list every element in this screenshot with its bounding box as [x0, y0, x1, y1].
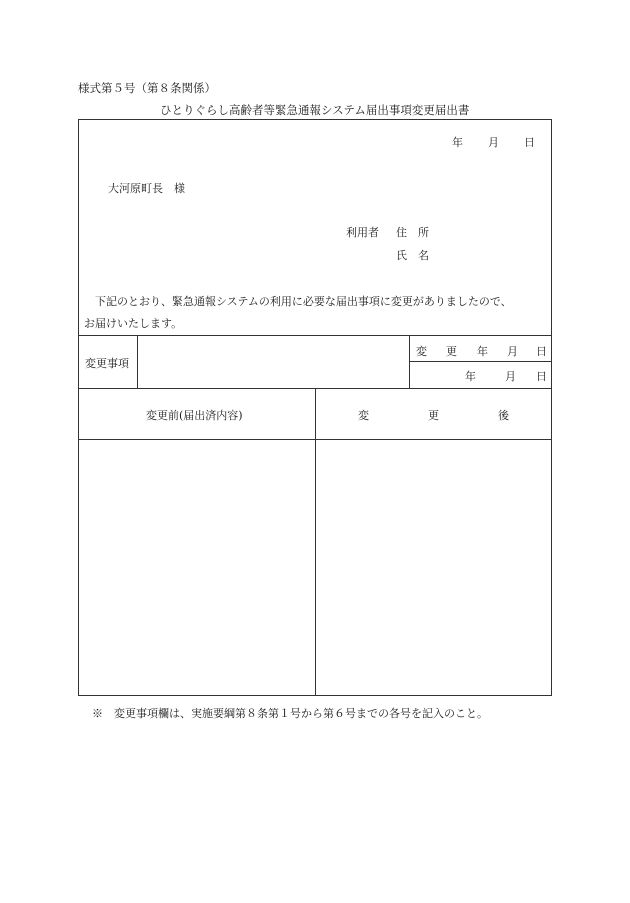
applicant-name-label: 氏 名 [396, 249, 429, 262]
before-content-area[interactable] [79, 440, 314, 695]
date-month-label: 月 [488, 136, 499, 149]
change-date-label-c5: 日 [536, 345, 547, 358]
column-after-header-c2: 更 [428, 409, 439, 422]
body-text-line2: お届けいたします。 [84, 317, 183, 330]
change-date-label-c4: 月 [507, 345, 518, 358]
divider-change-date-mid [409, 361, 552, 362]
change-date-label-c1: 変 [416, 345, 427, 358]
addressee: 大河原町長 様 [108, 182, 185, 195]
divider-change-row-top [78, 335, 552, 336]
divider-item-label [137, 335, 138, 388]
column-after-header-c3: 後 [498, 409, 509, 422]
change-date-label-c3: 年 [477, 345, 488, 358]
form-number: 様式第５号（第８条関係） [78, 81, 216, 95]
column-after-header-c1: 変 [358, 409, 369, 422]
change-date-year: 年 [465, 370, 476, 383]
column-before-header: 変更前(届出済内容) [146, 409, 243, 422]
footnote: ※ 変更事項欄は、実施要綱第８条第１号から第６号までの各号を記入のこと。 [92, 707, 488, 720]
applicant-address-label: 住 所 [396, 226, 429, 239]
date-year-label: 年 [452, 136, 463, 149]
body-text-line1: 下記のとおり、緊急通報システムの利用に必要な届出事項に変更がありましたので、 [95, 295, 512, 308]
change-date-day: 日 [536, 370, 547, 383]
change-date-month: 月 [505, 370, 516, 383]
change-date-label-c2: 更 [446, 345, 457, 358]
document-title: ひとりぐらし高齢者等緊急通報システム届出事項変更届出書 [160, 103, 470, 117]
after-content-area[interactable] [316, 440, 551, 695]
applicant-role-label: 利用者 [346, 226, 379, 239]
date-day-label: 日 [524, 136, 535, 149]
change-item-label: 変更事項 [85, 357, 129, 370]
